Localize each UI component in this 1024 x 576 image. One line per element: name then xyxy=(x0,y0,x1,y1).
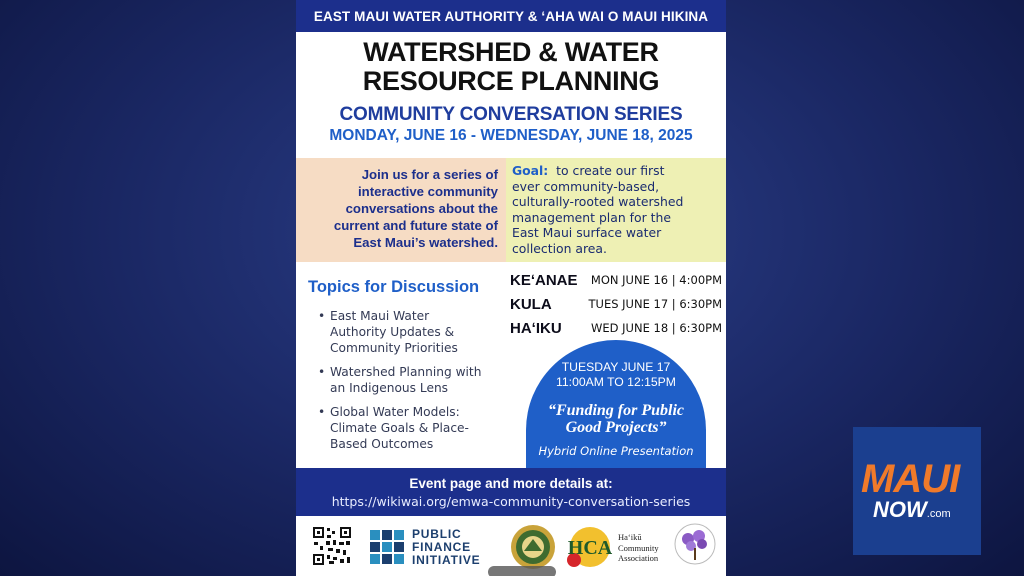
topic-line: • East Maui Water xyxy=(330,309,430,323)
schedule-row xyxy=(510,268,722,292)
goal-text xyxy=(506,158,726,262)
footer-line: Event page and more details at: xyxy=(409,476,613,491)
topic-line: Based Outcomes xyxy=(330,437,434,451)
schedule-time: WED JUNE 18 | 6:30PM xyxy=(591,321,722,335)
join-text xyxy=(296,158,506,262)
topics-list xyxy=(318,308,508,460)
join-line-4: current and future state of xyxy=(333,218,498,233)
schedule-place: HAʻIKU xyxy=(510,319,562,337)
now-text: NOW xyxy=(873,497,927,522)
maui-now-wordmark-now xyxy=(873,497,951,523)
special-title-line-2: Good Projects” xyxy=(565,419,667,436)
special-title-line-1: “Funding for Public xyxy=(547,402,685,419)
hca-mark: HCA xyxy=(567,537,613,559)
title-line-1: WATERSHED & WATER xyxy=(363,37,659,67)
public-finance-initiative-logo xyxy=(370,528,480,567)
footer-url: https://wikiwai.org/emwa-community-conversation-series xyxy=(331,494,691,509)
topic-item xyxy=(318,364,508,396)
qr-code-icon xyxy=(312,526,352,566)
goal-line-6: collection area. xyxy=(512,240,607,256)
pfi-line-2: FINANCE xyxy=(412,540,471,554)
flyer-title xyxy=(296,38,726,96)
pfi-line-1: PUBLIC xyxy=(412,527,462,541)
topic-line: • Global Water Models: xyxy=(330,405,460,419)
topics-heading: Topics for Discussion xyxy=(308,278,480,296)
special-session-badge xyxy=(526,340,706,470)
join-line-5: East Maui’s watershed. xyxy=(353,235,498,250)
com-text: .com xyxy=(926,508,951,520)
schedule-row xyxy=(510,316,722,340)
schedule xyxy=(510,268,722,340)
footer-band xyxy=(296,468,726,516)
event-flyer xyxy=(296,0,726,576)
maui-now-logo xyxy=(853,427,981,555)
pfi-wordmark xyxy=(412,528,480,567)
flyer-header: EAST MAUI WATER AUTHORITY & ʻAHA WAI O MAUI HIKINA xyxy=(296,0,726,32)
hca-line-3: Association xyxy=(618,553,659,563)
schedule-time: MON JUNE 16 | 4:00PM xyxy=(590,273,722,287)
special-title xyxy=(526,402,706,436)
maui-now-wordmark-maui: MAUI xyxy=(861,457,960,501)
join-line-1: Join us for a series of xyxy=(361,167,498,182)
schedule-row xyxy=(510,292,722,316)
scroll-indicator[interactable] xyxy=(488,566,556,576)
title-line-2: RESOURCE PLANNING xyxy=(362,66,660,96)
goal-line-2: ever community-based, xyxy=(512,178,660,194)
county-seal-icon xyxy=(510,524,556,570)
goal-line-1: to create our first xyxy=(556,163,665,178)
special-subtitle: Hybrid Online Presentation xyxy=(538,444,694,458)
hca-wordmark xyxy=(618,532,659,564)
schedule-time: TUES JUNE 17 | 6:30PM xyxy=(588,297,722,311)
schedule-place: KULA xyxy=(510,295,552,313)
goal-line-5: East Maui surface water xyxy=(512,225,662,241)
goal-line-4: management plan for the xyxy=(512,209,671,225)
pfi-grid-icon xyxy=(370,530,406,566)
series-title: COMMUNITY CONVERSATION SERIES xyxy=(339,104,683,125)
topic-line: an Indigenous Lens xyxy=(330,381,449,395)
goal-label: Goal: xyxy=(512,163,549,178)
topic-item xyxy=(318,404,508,452)
event-dates: MONDAY, JUNE 16 - WEDNESDAY, JUNE 18, 2025 xyxy=(329,127,693,144)
goal-line-3: culturally-rooted watershed xyxy=(512,194,684,210)
pfi-line-3: INITIATIVE xyxy=(412,553,481,567)
schedule-place: KEʻANAE xyxy=(510,271,578,289)
haiku-community-association-logo xyxy=(566,524,616,570)
topic-line: Authority Updates & xyxy=(330,325,455,339)
topic-line: Climate Goals & Place- xyxy=(330,421,469,435)
kula-community-association-logo xyxy=(672,522,718,572)
topic-item xyxy=(318,308,508,356)
join-line-3: conversations about the xyxy=(345,201,498,216)
topic-line: Community Priorities xyxy=(330,341,458,355)
special-day: TUESDAY JUNE 17 xyxy=(561,360,671,374)
special-time: 11:00AM TO 12:15PM xyxy=(556,375,676,389)
intro-row xyxy=(296,158,726,262)
hca-line-2: Community xyxy=(618,542,659,553)
join-line-2: interactive community xyxy=(358,184,498,199)
topic-line: • Watershed Planning with xyxy=(330,365,482,379)
hca-line-1: Haʻikū xyxy=(618,532,642,542)
